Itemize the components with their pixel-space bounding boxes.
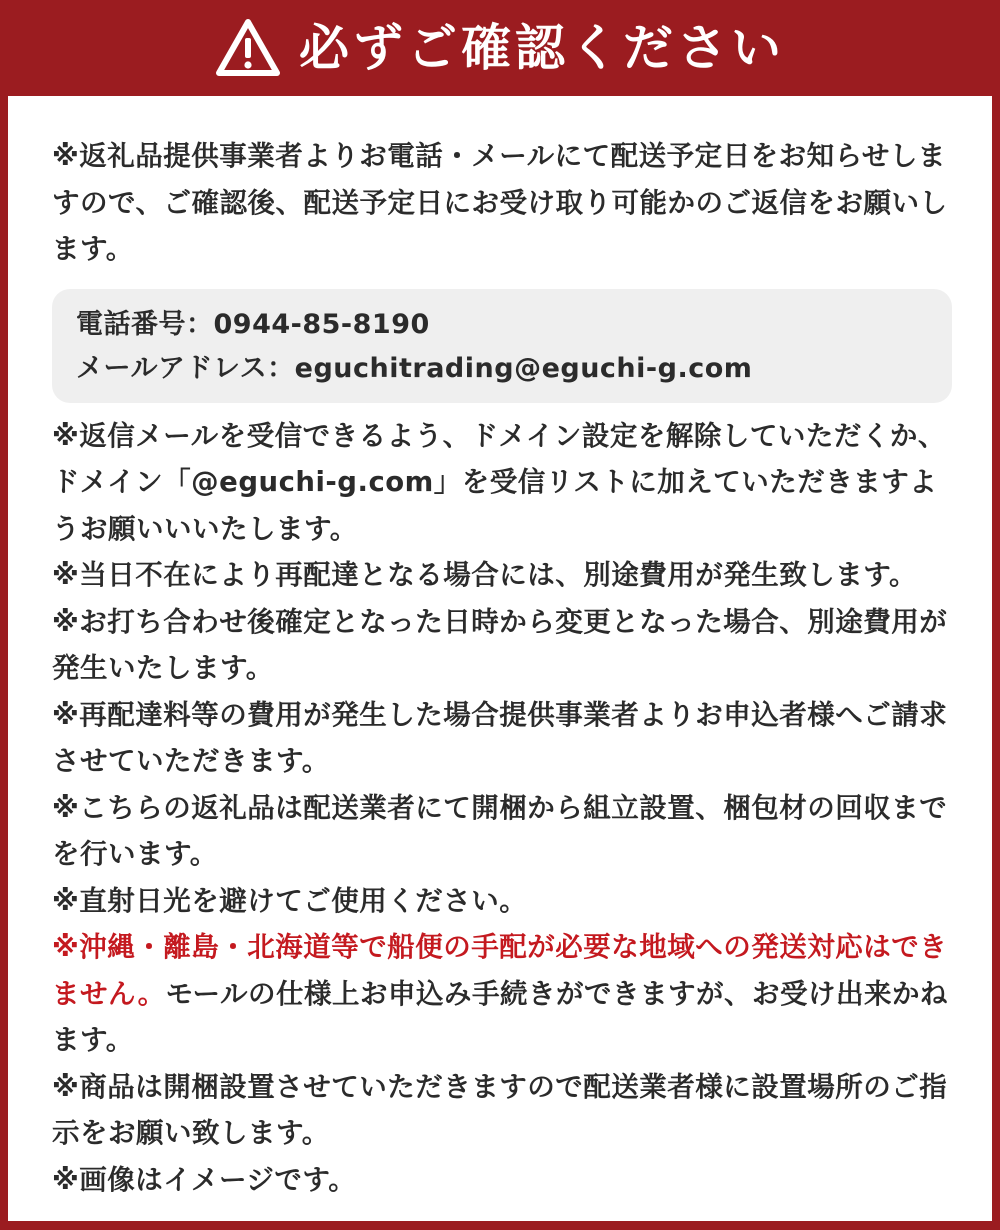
note-absent: ※当日不在により再配達となる場合には、別途費用が発生致します。: [52, 559, 918, 591]
note-island-rest: モールの仕様上お申込み手続きができますが、お受け出来かねます。: [52, 977, 949, 1056]
note-domain: ※返信メールを受信できるよう、ドメイン設定を解除していただくか、ドメイン「@eguchi-g.com」を受信リストに加えていただきますようお願いいいたします。: [52, 419, 946, 545]
intro-text: ※返礼品提供事業者よりお電話・メールにて配送予定日をお知らせしますので、ご確認後、配送予定日にお受け取り可能かのご返信をお願いします。: [52, 140, 948, 265]
contact-box: [52, 289, 952, 403]
notice-body: [52, 133, 952, 1203]
note-redelivery: ※再配達料等の費用が発生した場合提供事業者よりお申込者様へご請求させていただきます。: [52, 698, 948, 777]
note-image: ※画像はイメージです。: [52, 1163, 357, 1196]
page-title: 必ずご確認ください: [299, 19, 785, 77]
email-address: メールアドレス：eguchitrading@eguchi-g.com: [76, 352, 753, 384]
note-island-warning: 沖縄・離島・北海道等で船便の手配が必要な地域への発送対応はできません。: [52, 931, 948, 1010]
phone-number: 電話番号：0944-85-8190: [76, 308, 430, 340]
note-install: ※商品は開梱設置させていただきますので配送業者様に設置場所のご指示をお願い致します。: [52, 1070, 948, 1149]
note-island: [52, 924, 952, 1064]
note-island-mark: ※: [52, 931, 80, 963]
note-assembly: ※こちらの返礼品は配送業者にて開梱から組立設置、梱包材の回収までを行います。: [52, 791, 948, 870]
note-sunlight: ※直射日光を避けてご使用ください。: [52, 884, 528, 917]
warning-triangle-icon: [215, 18, 281, 78]
note-change: ※お打ち合わせ後確定となった日時から変更となった場合、別途費用が発生いたします。: [52, 605, 948, 684]
notice-header: [0, 0, 1000, 96]
